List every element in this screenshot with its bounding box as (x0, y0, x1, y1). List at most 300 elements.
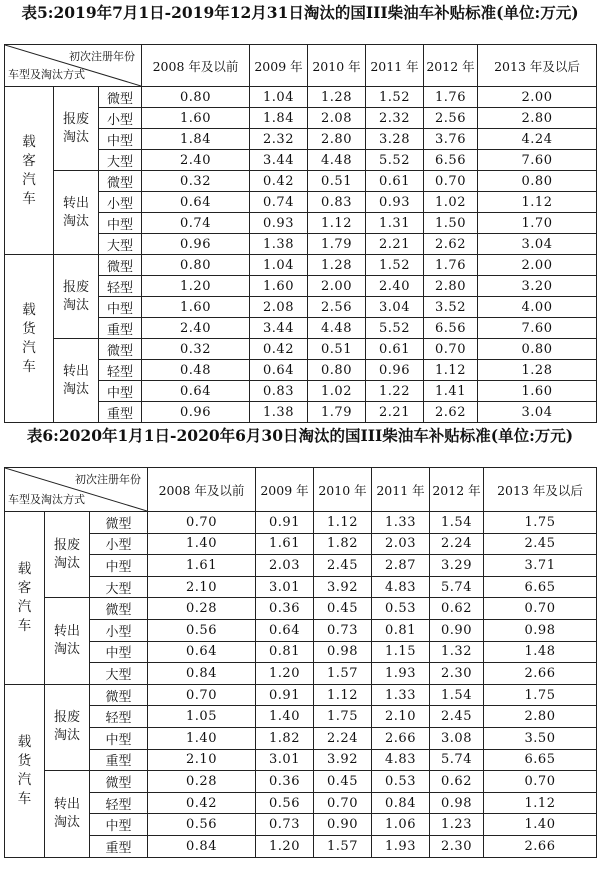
subsidy-value-cell: 1.40 (484, 814, 597, 836)
vehicle-size-cell: 小型 (90, 619, 148, 641)
vehicle-type-char: 载 (22, 301, 36, 318)
year-header: 2012 年 (430, 468, 484, 512)
subsidy-value-cell: 2.00 (478, 255, 597, 276)
subsidy-value-cell: 3.08 (430, 727, 484, 749)
subsidy-value-cell: 1.84 (250, 108, 308, 129)
subsidy-value-cell: 1.33 (372, 684, 430, 706)
subsidy-value-cell: 0.51 (308, 339, 366, 360)
subsidy-value-cell: 6.56 (424, 150, 478, 171)
vehicle-size-cell: 大型 (90, 663, 148, 685)
subsidy-value-cell: 0.48 (142, 360, 250, 381)
subsidy-value-cell: 1.12 (424, 360, 478, 381)
subsidy-value-cell: 1.82 (314, 533, 372, 555)
subsidy-value-cell: 4.83 (372, 576, 430, 598)
subsidy-value-cell: 2.56 (308, 297, 366, 318)
subsidy-value-cell: 1.32 (430, 641, 484, 663)
subsidy-value-cell: 0.80 (308, 360, 366, 381)
table5-subsidy-table (4, 44, 597, 423)
subsidy-value-cell: 3.71 (484, 555, 597, 577)
subsidy-value-cell: 1.60 (142, 297, 250, 318)
year-header: 2013 年及以后 (478, 45, 597, 87)
subsidy-value-cell: 2.66 (484, 835, 597, 857)
subsidy-value-cell: 0.42 (148, 792, 256, 814)
vehicle-size-cell: 中型 (90, 727, 148, 749)
subsidy-value-cell: 1.54 (430, 512, 484, 534)
subsidy-value-cell: 2.45 (430, 706, 484, 728)
subsidy-value-cell: 2.62 (424, 234, 478, 255)
disposal-method-cell (45, 598, 90, 684)
subsidy-value-cell: 0.93 (366, 192, 424, 213)
vehicle-size-cell: 中型 (90, 641, 148, 663)
subsidy-value-cell: 0.70 (484, 771, 597, 793)
table-row (5, 771, 597, 793)
vehicle-size-cell: 中型 (99, 129, 142, 150)
subsidy-value-cell: 2.00 (478, 87, 597, 108)
subsidy-value-cell: 3.01 (256, 576, 314, 598)
subsidy-value-cell: 0.70 (148, 684, 256, 706)
subsidy-value-cell: 1.57 (314, 835, 372, 857)
subsidy-value-cell: 3.76 (424, 129, 478, 150)
disposal-method-line: 淘汰 (62, 129, 89, 145)
subsidy-value-cell: 0.32 (142, 171, 250, 192)
vehicle-type-cell (5, 255, 54, 423)
vehicle-type-char: 车 (17, 790, 32, 807)
vehicle-type-char: 载 (17, 560, 32, 577)
disposal-method-line: 报废 (53, 537, 80, 553)
vehicle-type-char: 车 (22, 358, 36, 375)
subsidy-value-cell: 0.73 (314, 619, 372, 641)
subsidy-value-cell: 1.93 (372, 663, 430, 685)
subsidy-value-cell: 3.52 (424, 297, 478, 318)
subsidy-value-cell: 1.76 (424, 87, 478, 108)
subsidy-value-cell: 1.22 (366, 381, 424, 402)
vehicle-size-cell: 微型 (90, 598, 148, 620)
vehicle-size-cell: 大型 (99, 150, 142, 171)
vehicle-type-char: 车 (22, 190, 36, 207)
subsidy-value-cell: 0.36 (256, 771, 314, 793)
subsidy-value-cell: 0.64 (142, 192, 250, 213)
disposal-method-line: 转出 (53, 796, 80, 812)
subsidy-value-cell: 1.38 (250, 234, 308, 255)
subsidy-value-cell: 1.06 (372, 814, 430, 836)
subsidy-value-cell: 1.79 (308, 234, 366, 255)
disposal-method-cell (45, 684, 90, 770)
subsidy-value-cell: 1.84 (142, 129, 250, 150)
table-row (5, 512, 597, 534)
subsidy-value-cell: 0.56 (256, 792, 314, 814)
subsidy-value-cell: 4.83 (372, 749, 430, 771)
subsidy-value-cell: 0.96 (366, 360, 424, 381)
subsidy-value-cell: 7.60 (478, 318, 597, 339)
subsidy-value-cell: 3.04 (366, 297, 424, 318)
disposal-method-line: 转出 (62, 363, 89, 379)
subsidy-value-cell: 3.92 (314, 576, 372, 598)
disposal-method-cell (54, 87, 99, 171)
corner-bottom-label: 车型及淘汰方式 (8, 68, 85, 81)
subsidy-value-cell: 1.23 (430, 814, 484, 836)
subsidy-value-cell: 2.00 (308, 276, 366, 297)
subsidy-value-cell: 1.15 (372, 641, 430, 663)
subsidy-value-cell: 1.12 (314, 512, 372, 534)
subsidy-value-cell: 0.93 (250, 213, 308, 234)
subsidy-value-cell: 1.33 (372, 512, 430, 534)
table-row (5, 171, 597, 192)
subsidy-value-cell: 1.60 (142, 108, 250, 129)
subsidy-value-cell: 0.80 (478, 171, 597, 192)
vehicle-size-cell: 重型 (99, 402, 142, 423)
subsidy-value-cell: 3.04 (478, 234, 597, 255)
disposal-method-line: 报废 (62, 111, 89, 127)
year-header: 2008 年及以前 (148, 468, 256, 512)
subsidy-value-cell: 0.70 (484, 598, 597, 620)
subsidy-value-cell: 1.02 (424, 192, 478, 213)
subsidy-value-cell: 0.56 (148, 814, 256, 836)
subsidy-value-cell: 0.64 (142, 381, 250, 402)
subsidy-value-cell: 1.57 (314, 663, 372, 685)
subsidy-value-cell: 0.83 (308, 192, 366, 213)
table-row (5, 598, 597, 620)
subsidy-value-cell: 0.45 (314, 771, 372, 793)
subsidy-value-cell: 0.98 (484, 619, 597, 641)
vehicle-type-cell (5, 684, 45, 857)
year-header: 2012 年 (424, 45, 478, 87)
subsidy-value-cell: 1.60 (250, 276, 308, 297)
subsidy-value-cell: 0.42 (250, 171, 308, 192)
disposal-method-cell (54, 255, 99, 339)
table-row (5, 706, 597, 728)
vehicle-size-cell: 微型 (99, 171, 142, 192)
subsidy-value-cell: 3.29 (430, 555, 484, 577)
subsidy-value-cell: 0.84 (372, 792, 430, 814)
subsidy-value-cell: 0.70 (424, 171, 478, 192)
subsidy-value-cell: 1.20 (142, 276, 250, 297)
vehicle-type-char: 载 (22, 133, 36, 150)
subsidy-value-cell: 2.80 (484, 706, 597, 728)
subsidy-value-cell: 2.45 (314, 555, 372, 577)
subsidy-value-cell: 3.20 (478, 276, 597, 297)
vehicle-type-char: 客 (17, 579, 32, 596)
subsidy-value-cell: 1.04 (250, 255, 308, 276)
subsidy-value-cell: 0.73 (256, 814, 314, 836)
subsidy-value-cell: 3.04 (478, 402, 597, 423)
table-row (5, 576, 597, 598)
vehicle-size-cell: 轻型 (90, 706, 148, 728)
year-header: 2010 年 (314, 468, 372, 512)
vehicle-size-cell: 中型 (90, 814, 148, 836)
subsidy-value-cell: 3.50 (484, 727, 597, 749)
subsidy-value-cell: 0.90 (314, 814, 372, 836)
subsidy-value-cell: 1.70 (478, 213, 597, 234)
year-header: 2008 年及以前 (142, 45, 250, 87)
subsidy-value-cell: 1.75 (484, 684, 597, 706)
subsidy-value-cell: 3.01 (256, 749, 314, 771)
vehicle-size-cell: 轻型 (99, 276, 142, 297)
table6-title: 表6:2020年1月1日-2020年6月30日淘汰的国III柴油车补贴标准(单位:万元) (26, 426, 574, 445)
subsidy-value-cell: 1.50 (424, 213, 478, 234)
subsidy-value-cell: 0.53 (372, 771, 430, 793)
disposal-method-cell (54, 171, 99, 255)
subsidy-value-cell: 2.08 (308, 108, 366, 129)
subsidy-value-cell: 1.40 (148, 533, 256, 555)
year-header: 2009 年 (250, 45, 308, 87)
subsidy-value-cell: 1.54 (430, 684, 484, 706)
subsidy-value-cell: 0.61 (366, 339, 424, 360)
corner-header-cell (5, 468, 148, 512)
subsidy-value-cell: 2.03 (256, 555, 314, 577)
vehicle-size-cell: 大型 (99, 234, 142, 255)
disposal-method-line: 转出 (53, 624, 80, 640)
subsidy-value-cell: 2.40 (366, 276, 424, 297)
header-row (5, 45, 597, 87)
vehicle-size-cell: 微型 (90, 512, 148, 534)
subsidy-value-cell: 1.31 (366, 213, 424, 234)
subsidy-value-cell: 1.76 (424, 255, 478, 276)
vehicle-type-char: 车 (17, 617, 32, 634)
subsidy-value-cell: 2.62 (424, 402, 478, 423)
vehicle-size-cell: 微型 (90, 771, 148, 793)
subsidy-value-cell: 1.28 (308, 87, 366, 108)
subsidy-value-cell: 0.80 (142, 87, 250, 108)
subsidy-value-cell: 1.20 (256, 835, 314, 857)
vehicle-size-cell: 微型 (99, 339, 142, 360)
subsidy-value-cell: 5.74 (430, 749, 484, 771)
disposal-method-cell (54, 339, 99, 423)
subsidy-value-cell: 1.28 (478, 360, 597, 381)
vehicle-type-char: 汽 (22, 339, 36, 356)
subsidy-value-cell: 2.40 (142, 150, 250, 171)
subsidy-value-cell: 1.12 (308, 213, 366, 234)
vehicle-size-cell: 中型 (99, 297, 142, 318)
subsidy-value-cell: 0.70 (314, 792, 372, 814)
subsidy-value-cell: 3.44 (250, 318, 308, 339)
subsidy-value-cell: 6.65 (484, 749, 597, 771)
subsidy-value-cell: 0.91 (256, 684, 314, 706)
vehicle-size-cell: 轻型 (99, 360, 142, 381)
corner-top-label: 初次注册年份 (69, 50, 136, 63)
subsidy-value-cell: 1.05 (148, 706, 256, 728)
table-row (5, 663, 597, 685)
subsidy-value-cell: 0.62 (430, 771, 484, 793)
subsidy-value-cell: 7.60 (478, 150, 597, 171)
subsidy-value-cell: 0.96 (142, 234, 250, 255)
vehicle-type-char: 载 (17, 733, 32, 750)
subsidy-value-cell: 6.56 (424, 318, 478, 339)
table-row (5, 749, 597, 771)
subsidy-value-cell: 0.84 (148, 835, 256, 857)
vehicle-size-cell: 微型 (99, 255, 142, 276)
subsidy-value-cell: 6.65 (484, 576, 597, 598)
year-header: 2009 年 (256, 468, 314, 512)
subsidy-value-cell: 2.56 (424, 108, 478, 129)
disposal-method-line: 淘汰 (53, 814, 80, 830)
subsidy-value-cell: 0.70 (424, 339, 478, 360)
subsidy-value-cell: 2.10 (148, 576, 256, 598)
subsidy-value-cell: 0.56 (148, 619, 256, 641)
subsidy-value-cell: 1.20 (256, 663, 314, 685)
subsidy-value-cell: 1.93 (372, 835, 430, 857)
table-row (5, 835, 597, 857)
subsidy-value-cell: 0.74 (142, 213, 250, 234)
subsidy-value-cell: 2.87 (372, 555, 430, 577)
subsidy-value-cell: 0.70 (148, 512, 256, 534)
subsidy-value-cell: 1.12 (478, 192, 597, 213)
subsidy-value-cell: 1.38 (250, 402, 308, 423)
disposal-method-cell (45, 512, 90, 598)
subsidy-value-cell: 0.51 (308, 171, 366, 192)
vehicle-type-char: 货 (22, 320, 36, 337)
subsidy-value-cell: 0.61 (366, 171, 424, 192)
year-header: 2010 年 (308, 45, 366, 87)
subsidy-value-cell: 3.44 (250, 150, 308, 171)
vehicle-size-cell: 中型 (99, 381, 142, 402)
table-row (5, 619, 597, 641)
subsidy-value-cell: 0.64 (250, 360, 308, 381)
table6-subsidy-table (4, 467, 597, 858)
subsidy-value-cell: 2.30 (430, 835, 484, 857)
disposal-method-line: 淘汰 (53, 642, 80, 658)
subsidy-value-cell: 2.03 (372, 533, 430, 555)
table-row (5, 814, 597, 836)
subsidy-value-cell: 2.30 (430, 663, 484, 685)
subsidy-value-cell: 1.52 (366, 255, 424, 276)
subsidy-value-cell: 2.45 (484, 533, 597, 555)
subsidy-value-cell: 3.28 (366, 129, 424, 150)
subsidy-value-cell: 4.48 (308, 318, 366, 339)
vehicle-size-cell: 微型 (99, 87, 142, 108)
vehicle-type-char: 客 (22, 152, 36, 169)
subsidy-value-cell: 0.45 (314, 598, 372, 620)
table-row (5, 641, 597, 663)
vehicle-size-cell: 小型 (99, 192, 142, 213)
subsidy-value-cell: 1.75 (484, 512, 597, 534)
disposal-method-cell (45, 771, 90, 857)
subsidy-value-cell: 2.80 (478, 108, 597, 129)
subsidy-value-cell: 5.74 (430, 576, 484, 598)
vehicle-size-cell: 重型 (99, 318, 142, 339)
subsidy-value-cell: 0.62 (430, 598, 484, 620)
vehicle-size-cell: 小型 (90, 533, 148, 555)
subsidy-value-cell: 2.32 (366, 108, 424, 129)
subsidy-value-cell: 0.81 (372, 619, 430, 641)
subsidy-value-cell: 4.00 (478, 297, 597, 318)
table-row (5, 255, 597, 276)
vehicle-size-cell: 轻型 (90, 792, 148, 814)
subsidy-value-cell: 0.36 (256, 598, 314, 620)
subsidy-value-cell: 2.80 (308, 129, 366, 150)
vehicle-size-cell: 中型 (99, 213, 142, 234)
document-page (0, 2, 600, 886)
subsidy-value-cell: 1.12 (484, 792, 597, 814)
subsidy-value-cell: 0.80 (478, 339, 597, 360)
vehicle-size-cell: 重型 (90, 835, 148, 857)
subsidy-value-cell: 4.24 (478, 129, 597, 150)
vehicle-size-cell: 重型 (90, 749, 148, 771)
subsidy-value-cell: 2.21 (366, 234, 424, 255)
subsidy-value-cell: 0.42 (250, 339, 308, 360)
subsidy-value-cell: 3.92 (314, 749, 372, 771)
subsidy-value-cell: 2.40 (142, 318, 250, 339)
subsidy-value-cell: 0.98 (430, 792, 484, 814)
subsidy-value-cell: 0.98 (314, 641, 372, 663)
subsidy-value-cell: 2.08 (250, 297, 308, 318)
subsidy-value-cell: 0.28 (148, 598, 256, 620)
subsidy-value-cell: 0.64 (256, 619, 314, 641)
table-row (5, 533, 597, 555)
disposal-method-line: 淘汰 (62, 297, 89, 313)
vehicle-type-char: 汽 (22, 171, 36, 188)
disposal-method-line: 淘汰 (53, 555, 80, 571)
subsidy-value-cell: 2.24 (314, 727, 372, 749)
subsidy-value-cell: 0.83 (250, 381, 308, 402)
subsidy-value-cell: 2.66 (372, 727, 430, 749)
subsidy-value-cell: 1.82 (256, 727, 314, 749)
subsidy-value-cell: 1.40 (148, 727, 256, 749)
subsidy-value-cell: 0.84 (148, 663, 256, 685)
vehicle-size-cell: 微型 (90, 684, 148, 706)
disposal-method-line: 淘汰 (62, 213, 89, 229)
vehicle-type-char: 汽 (17, 598, 32, 615)
year-header: 2013 年及以后 (484, 468, 597, 512)
subsidy-value-cell: 0.53 (372, 598, 430, 620)
subsidy-value-cell: 2.24 (430, 533, 484, 555)
vehicle-size-cell: 大型 (90, 576, 148, 598)
subsidy-value-cell: 1.79 (308, 402, 366, 423)
corner-bottom-label: 车型及淘汰方式 (8, 493, 85, 506)
subsidy-value-cell: 0.80 (142, 255, 250, 276)
vehicle-type-cell (5, 512, 45, 685)
table-row (5, 555, 597, 577)
disposal-method-line: 转出 (62, 195, 89, 211)
vehicle-type-cell (5, 87, 54, 255)
disposal-method-line: 淘汰 (53, 728, 80, 744)
vehicle-size-cell: 中型 (90, 555, 148, 577)
disposal-method-line: 淘汰 (62, 381, 89, 397)
subsidy-value-cell: 1.41 (424, 381, 478, 402)
subsidy-value-cell: 2.66 (484, 663, 597, 685)
subsidy-value-cell: 1.48 (484, 641, 597, 663)
subsidy-value-cell: 1.04 (250, 87, 308, 108)
subsidy-value-cell: 0.96 (142, 402, 250, 423)
corner-header-cell (5, 45, 142, 87)
subsidy-value-cell: 1.40 (256, 706, 314, 728)
subsidy-value-cell: 0.74 (250, 192, 308, 213)
disposal-method-line: 报废 (53, 710, 80, 726)
vehicle-type-char: 货 (17, 752, 32, 769)
header-row (5, 468, 597, 512)
subsidy-value-cell: 2.80 (424, 276, 478, 297)
subsidy-value-cell: 1.61 (148, 555, 256, 577)
subsidy-value-cell: 1.75 (314, 706, 372, 728)
table-row (5, 684, 597, 706)
subsidy-value-cell: 1.28 (308, 255, 366, 276)
subsidy-value-cell: 0.28 (148, 771, 256, 793)
subsidy-value-cell: 4.48 (308, 150, 366, 171)
subsidy-value-cell: 1.61 (256, 533, 314, 555)
subsidy-value-cell: 0.64 (148, 641, 256, 663)
subsidy-value-cell: 1.52 (366, 87, 424, 108)
subsidy-value-cell: 2.10 (148, 749, 256, 771)
disposal-method-line: 报废 (62, 279, 89, 295)
subsidy-value-cell: 5.52 (366, 318, 424, 339)
table-row (5, 339, 597, 360)
subsidy-value-cell: 1.12 (314, 684, 372, 706)
vehicle-size-cell: 小型 (99, 108, 142, 129)
subsidy-value-cell: 1.02 (308, 381, 366, 402)
table5-title: 表5:2019年7月1日-2019年12月31日淘汰的国III柴油车补贴标准(单位:万元) (21, 3, 579, 22)
year-header: 2011 年 (372, 468, 430, 512)
subsidy-value-cell: 2.21 (366, 402, 424, 423)
vehicle-type-char: 汽 (17, 771, 32, 788)
